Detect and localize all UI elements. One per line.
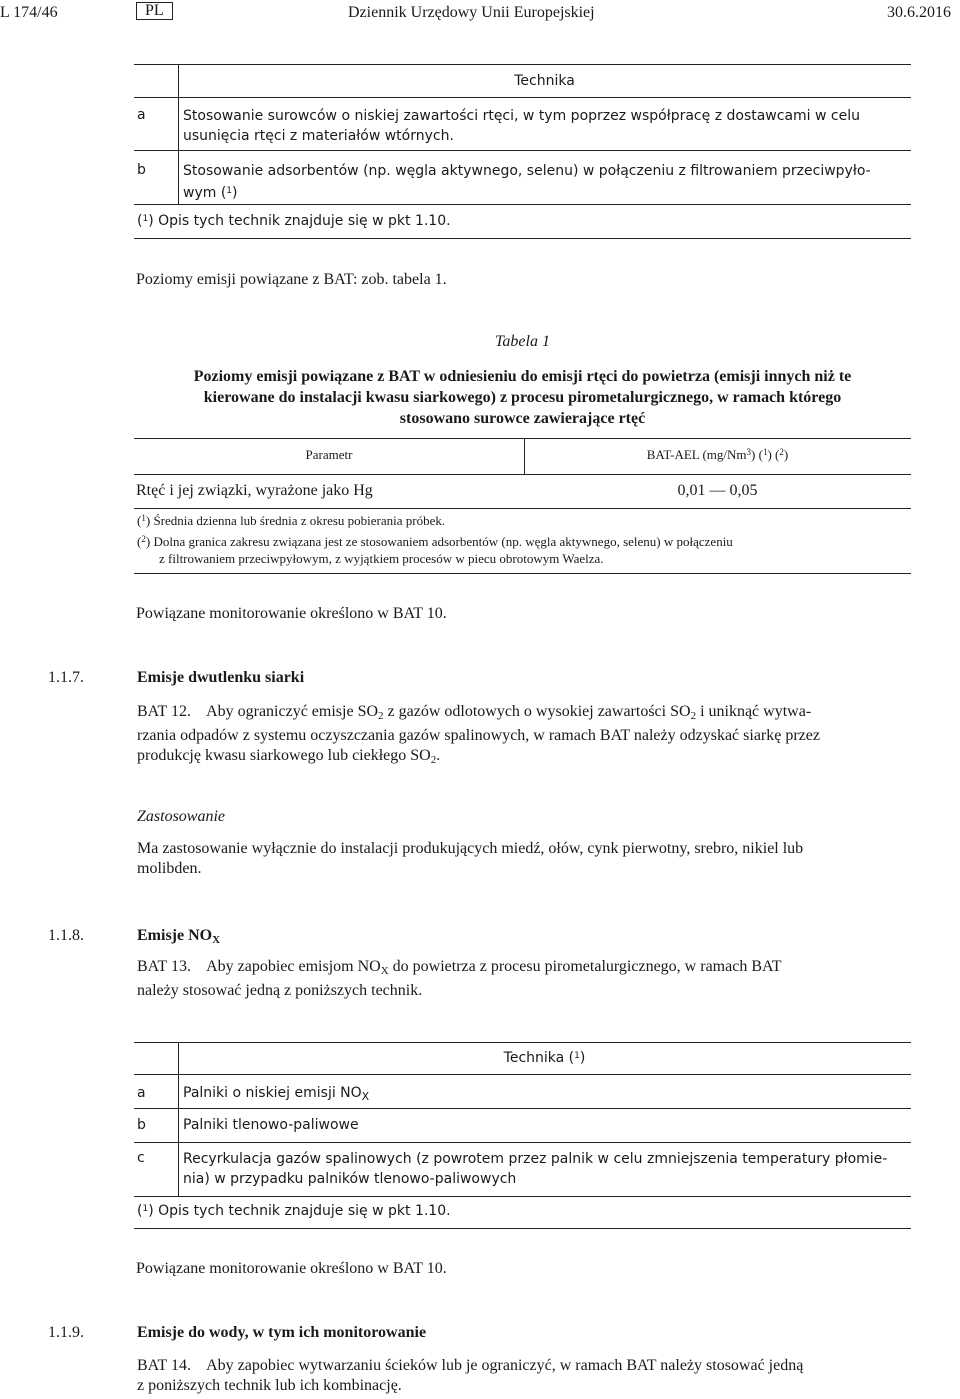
bat12-line2: rzania odpadów z systemu oczyszczania gazów spalinowych, w ramach BAT należy odzyskać siarkę przez (137, 727, 820, 744)
section-title-117: Emisje dwutlenku siarki (137, 669, 305, 686)
nox-row-rule-a (134, 1108, 911, 1109)
publication-date: 30.6.2016 (887, 4, 951, 21)
table-label: Tabela 1 (495, 333, 550, 350)
section-title-119: Emisje do wody, w tym ich monitorowanie (137, 1324, 427, 1341)
table-footnote: ($^1$) Opis tych technik znajduje się w pkt 1.10. (137, 213, 451, 229)
nox-table-bottom-rule (134, 1196, 911, 1197)
table1-top-rule (134, 438, 911, 439)
table-bottom-rule (134, 204, 911, 205)
nox-technique-b: Palniki tlenowo-paliwowe (183, 1117, 359, 1133)
section-number-118: 1.1.8. (48, 927, 84, 944)
bat13-line2: należy stosować jedną z poniższych technik. (137, 982, 423, 999)
row-rule-a (134, 150, 911, 151)
table-title (134, 366, 911, 429)
nox-technique-c-line2: nia) w przypadku palników tlenowo-paliwowych (183, 1171, 517, 1187)
footnote-end-rule (134, 238, 911, 239)
bat14-line1: BAT 14. Aby zapobiec wytwarzaniu ścieków lub je ograniczyć, w ramach BAT należy stosować jedną (137, 1357, 804, 1374)
page-header (0, 0, 960, 30)
nox-table-header: Technika ($^1$) (503, 1050, 586, 1066)
nox-header-rule (134, 1074, 911, 1075)
bat12-line1: BAT 12. Aby ograniczyć emisje $SO_2$ z gazów odlotowych o wysokiej zawartości $SO_2$ i uniknąć wytwa- (137, 703, 812, 722)
technique-b-line2: wym ($^1$) (183, 185, 238, 201)
technique-a (183, 106, 911, 146)
applicability-label: Zastosowanie (137, 808, 226, 825)
nox-row-rule-b (134, 1142, 911, 1143)
param-cell: Rtęć i jej związki, wyrażone jako Hg (136, 482, 373, 499)
technique-b-line1: Stosowanie adsorbentów (np. węgla aktywnego, selenu) w połączeniu z filtrowaniem przeciwpyło- (183, 163, 871, 179)
technique-a-line2: usunięcia rtęci z materiałów wtórnych. (183, 128, 454, 144)
table-top-border (134, 64, 911, 65)
applicability-line1: Ma zastosowanie wyłącznie do instalacji produkujących miedź, ołów, cynk pierwotny, srebro, nikiel lub (137, 840, 804, 857)
row-letter-a: a (137, 107, 146, 123)
journal-title: Dziennik Urzędowy Unii Europejskiej (348, 4, 595, 21)
technique-b (183, 161, 911, 203)
table1-footnote-2: ($^2$) Dolna granica zakresu związana jest ze stosowaniem adsorbentów (np. węgla aktywnego, selenu) w połączeniu z filtrowaniem przeciwpyłowym, z wyjątkiem procesów w piecu obrotowym Waelza. (137, 534, 733, 566)
applicability-line2: molibden. (137, 860, 202, 877)
monitoring-note-1: Powiązane monitorowanie określono w BAT 10. (136, 605, 447, 622)
bat14-paragraph (137, 1356, 911, 1396)
table-title-line3: stosowano surowce zawierające rtęć (399, 410, 646, 427)
col-header-bat-ael: BAT-AEL (mg/Nm$^3$) ($^1$) ($^2$) (646, 447, 789, 462)
value-cell: 0,01 — 0,05 (677, 482, 758, 499)
page-reference: L 174/46 (0, 4, 58, 21)
bat13-paragraph (137, 957, 911, 1001)
levels-reference: Poziomy emisji powiązane z BAT: zob. tabela 1. (136, 271, 447, 288)
technique-a-line1: Stosowanie surowców o niskiej zawartości rtęci, w tym poprzez współpracę z dostawcami w celu (183, 108, 860, 124)
bat12-line3: produkcję kwasu siarkowego lub ciekłego $SO_2$. (137, 747, 441, 766)
section-title-118: Emisje $NO_X$ (137, 927, 221, 946)
nox-technique-c-line1: Recyrkulacja gazów spalinowych (z powrotem przez palnik w celu zmniejszenia temperatury płomie- (183, 1151, 888, 1167)
table-header-rule (134, 97, 911, 98)
monitoring-note-2: Powiązane monitorowanie określono w BAT 10. (136, 1260, 447, 1277)
nox-table-footnote: ($^1$) Opis tych technik znajduje się w pkt 1.10. (137, 1203, 451, 1219)
table-header-technika: Technika (514, 73, 575, 89)
section-number-117: 1.1.7. (48, 669, 84, 686)
language-code: PL (136, 2, 173, 20)
nox-technique-a: Palniki o niskiej emisji $NO_X$ (183, 1085, 370, 1103)
table-title-line2: kierowane do instalacji kwasu siarkowego) z procesu pirometalurgicznego, w ramach którego (203, 389, 842, 406)
bat12-paragraph (137, 702, 911, 770)
nox-row-letter-b: b (137, 1117, 146, 1133)
table1-footnote-1: ($^1$) Średnia dzienna lub średnia z okresu pobierania próbek. (137, 513, 446, 528)
applicability-text (137, 839, 911, 879)
col-header-parametr: Parametr (305, 447, 353, 462)
nox-footnote-end-rule (134, 1228, 911, 1229)
nox-table-top-rule (134, 1042, 911, 1043)
bat14-line2: z poniższych technik lub ich kombinację. (137, 1377, 402, 1394)
table1-end-rule (134, 573, 911, 574)
table1-header-rule (134, 474, 911, 475)
row-letter-b: b (137, 162, 146, 178)
nox-row-letter-c: c (137, 1150, 145, 1166)
table-title-line1: Poziomy emisji powiązane z BAT w odniesieniu do emisji rtęci do powietrza (emisji innych niż te (193, 368, 852, 385)
nox-technique-c (183, 1149, 911, 1189)
section-number-119: 1.1.9. (48, 1324, 84, 1341)
bat13-line1: BAT 13. Aby zapobiec emisjom $NO_X$ do powietrza z procesu pirometalurgicznego, w ramach BAT (137, 958, 782, 977)
table1-row-rule (134, 508, 911, 509)
nox-row-letter-a: a (137, 1085, 146, 1101)
